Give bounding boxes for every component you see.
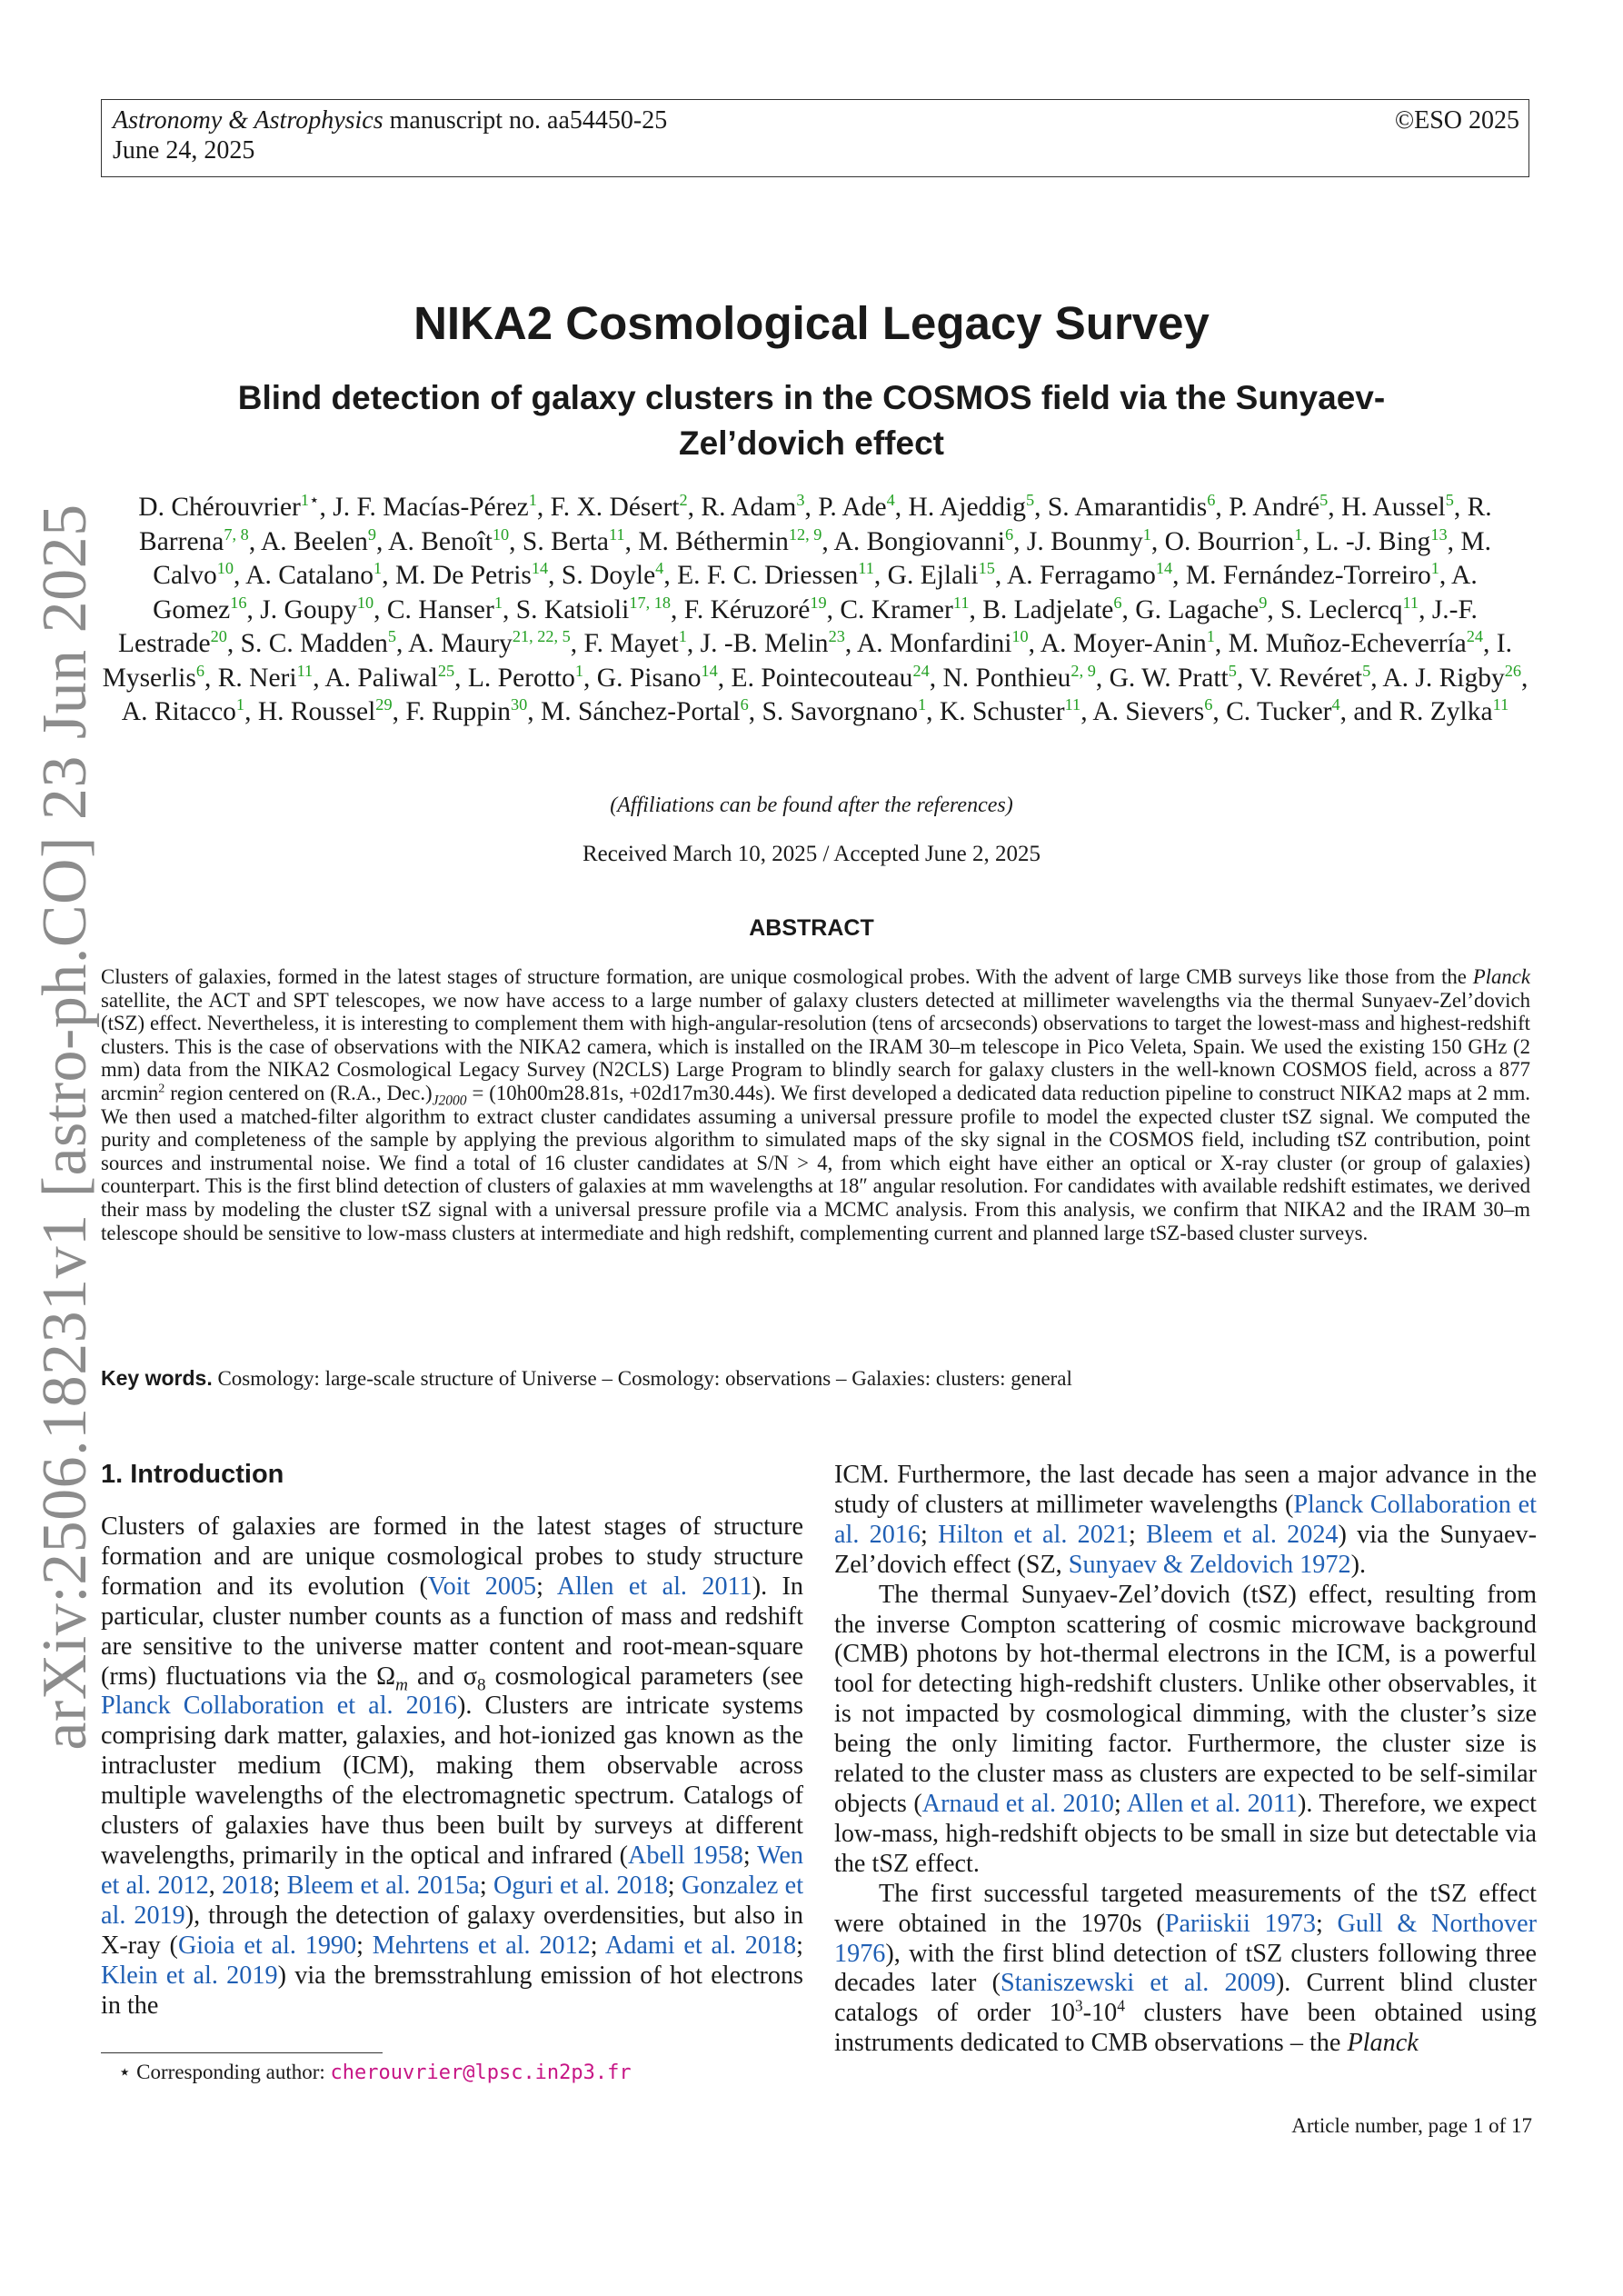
affiliation-marker[interactable]: 5 <box>1362 661 1371 680</box>
author <box>541 697 749 726</box>
text-run: Planck <box>1472 965 1530 988</box>
affiliation-marker[interactable]: 2 <box>679 491 688 510</box>
text-run: ). In particular, cluster number counts as a function of mass and redshift are sensitive to the universe matter content and root-mean-square (rms) fluctuations via the Ω <box>101 1572 803 1691</box>
affiliation-marker[interactable]: 1 <box>493 593 503 612</box>
affiliation-marker[interactable]: 1 <box>373 559 383 578</box>
author <box>1229 629 1483 658</box>
author-name: H. Aussel <box>1341 493 1446 522</box>
text-run: ). <box>1350 1550 1366 1579</box>
author <box>467 661 584 693</box>
text-run: ; <box>921 1520 939 1549</box>
author <box>1048 493 1216 522</box>
text-run: ; <box>590 1931 605 1960</box>
affiliation-marker[interactable]: 30 <box>511 695 528 714</box>
author <box>122 697 244 726</box>
author <box>1316 524 1448 556</box>
text-run: ; <box>1113 1789 1127 1818</box>
author <box>982 595 1121 624</box>
author-email-link[interactable]: cherouvrier@lpsc.in2p3.fr <box>330 2061 632 2084</box>
citation-link[interactable]: Abell 1958 <box>628 1841 743 1870</box>
affiliation-marker[interactable]: 5 <box>1025 491 1035 510</box>
author-name: A. Sievers <box>1092 697 1205 726</box>
citation-link[interactable]: Gonzalez et al. 2019 <box>101 1871 804 1930</box>
author-name: H. Roussel <box>257 697 376 726</box>
author-name: A. Ritacco <box>121 697 236 726</box>
author <box>833 524 1014 556</box>
text-run: ). Current blind cluster catalogs of order 10 <box>834 1969 1537 2028</box>
author-name: J. F. Macías-Pérez <box>333 493 529 522</box>
affiliation-marker[interactable]: 4 <box>655 559 664 578</box>
citation-link[interactable]: Arnaud et al. 2010 <box>921 1789 1114 1818</box>
author-list: D. Chérouvrier$^{1⋆}$, J. F. Macías-Pérez$^1$, F. X. Désert$^2$, R. Adam$^3$, P. Ade$^4$, H. Ajeddig$^5$, S. Amarantidis$^6$, P. André$^5$, H. Aussel$^5$, R. Barrena$^{7, 8}$, A. Beelen$^9$, A. Benoît$^{10}$, S. Berta$^{11}$, M. Béthermin$^{12, 9}$, A. Bongiovanni$^6$, J. Bounmy$^1$, O. Bourrion$^1$, L. -J. Bing$^{13}$, M. Calvo$^{10}$, A. Catalano$^1$, M. De Petris$^{14}$, S. Doyle$^4$, E. F. C. Driessen$^{11}$, G. Ejlali$^{15}$, A. Ferragamo$^{14}$, M. Fernández-Torreiro$^1$, A. Gomez$^{16}$, J. Goupy$^{10}$, C. Hanser$^1$, S. Katsioli$^{17, 18}$, F. Kéruzoré$^{19}$, C. Kramer$^{11}$, B. Ladjelate$^6$, G. Lagache$^9$, S. Leclercq$^{11}$, J.-F. Lestrade$^{20}$, S. C. Madden$^5$, A. Maury$^{21, 22, 5}$, F. Mayet$^1$, J. -B. Melin$^{23}$, A. Monfardini$^{10}$, A. Moyer-Anin$^1$, M. Muñoz-Echeverría$^{24}$, I. Myserlis$^6$, R. Neri$^{11}$, A. Paliwal$^{25}$, L. Perotto$^1$, G. Pisano$^{14}$, E. Pointecouteau$^{24}$, N. Ponthieu$^{2, 9}$, G. W. Pratt$^5$, V. Revéret$^5$, A. J. Rigby$^{26}$, A. Ritacco$^1$, H. Roussel$^{29}$, F. Ruppin$^{30}$, M. Sánchez-Portal$^6$, S. Savorgnano$^1$, K. Schuster$^{11}$, A. Sievers$^6$, C. Tucker$^4$, and R. Zylka$^{11}$ <box>102 491 1528 726</box>
author-name: L. Perotto <box>467 663 575 693</box>
affiliation-marker[interactable]: 11 <box>1492 695 1509 714</box>
citation-link[interactable]: Klein et al. 2019 <box>101 1961 278 1990</box>
author <box>245 561 382 590</box>
affiliation-marker[interactable]: 6 <box>1005 524 1014 544</box>
author-name: R. Adam <box>701 493 797 522</box>
text-run: ; <box>742 1841 758 1870</box>
body-paragraph <box>834 1461 1537 1581</box>
affiliation-marker[interactable]: 5 <box>387 627 396 646</box>
affiliation-marker[interactable]: 14 <box>701 661 718 680</box>
affiliation-marker[interactable]: 6 <box>740 695 749 714</box>
affiliation-marker[interactable]: 1 <box>1430 559 1439 578</box>
author-name: S. Katsioli <box>515 594 630 624</box>
body-paragraph <box>101 1512 803 2021</box>
affiliation-marker[interactable]: 10 <box>1011 627 1029 646</box>
affiliation-marker[interactable]: 6 <box>1204 695 1213 714</box>
citation-link[interactable]: Gull & Northover 1976 <box>834 1909 1537 1968</box>
text-run: ; <box>536 1572 557 1601</box>
author <box>138 493 319 522</box>
citation-link[interactable]: Wen et al. 2012 <box>101 1841 804 1900</box>
citation-link[interactable]: Pariiskii 1973 <box>1164 1909 1316 1938</box>
author <box>1341 493 1454 522</box>
text-run: The first successful targeted measurements of the tSZ effect were obtained in the 1970s ( <box>834 1879 1537 1938</box>
text-run: J2000 <box>432 1093 467 1109</box>
affiliation-marker[interactable]: 1 <box>1294 524 1303 544</box>
citation-link[interactable]: Sunyaev & Zeldovich 1972 <box>1068 1550 1351 1579</box>
abstract-heading: ABSTRACT <box>749 915 874 941</box>
text-run: ; <box>356 1931 373 1960</box>
affiliation-marker[interactable]: 9 <box>1259 593 1268 612</box>
text-run: 3 <box>1074 1996 1083 2015</box>
author <box>638 524 822 556</box>
citation-link[interactable]: Oguri et al. 2018 <box>493 1871 668 1900</box>
citation-link[interactable]: Allen et al. 2011 <box>1126 1789 1298 1818</box>
author <box>1109 661 1237 693</box>
citation-link[interactable]: Planck Collaboration et al. 2016 <box>101 1692 457 1721</box>
citation-link[interactable]: Planck Collaboration et al. 2016 <box>834 1490 1537 1549</box>
author <box>818 493 895 522</box>
affiliation-marker[interactable]: 7, 8 <box>224 524 249 544</box>
text-run: ; <box>479 1871 493 1900</box>
affiliation-marker[interactable]: 1 <box>678 627 687 646</box>
author <box>324 661 455 693</box>
affiliation-marker[interactable]: 1 <box>1206 627 1215 646</box>
journal-header <box>101 99 1529 177</box>
author-name: E. Pointecouteau <box>731 663 913 693</box>
text-run: ; <box>796 1931 803 1960</box>
text-run: ; <box>1315 1909 1338 1938</box>
affiliation-marker[interactable]: 4 <box>886 491 895 510</box>
body-paragraph <box>834 1581 1537 1880</box>
corresponding-author-marker: ⋆ <box>309 491 320 510</box>
author <box>677 561 874 590</box>
author-name: P. André <box>1229 493 1320 522</box>
author-name: M. Fernández-Torreiro <box>1185 561 1431 590</box>
author-name: M. Sánchez-Portal <box>541 697 741 726</box>
author-name: A. Benoît <box>388 526 493 556</box>
header-date: June 24, 2025 <box>113 136 255 165</box>
author <box>1280 595 1419 624</box>
affiliation-marker[interactable]: 1 <box>235 695 245 714</box>
affiliation-marker[interactable]: 11 <box>608 524 625 544</box>
text-run: clusters have been obtained using instruments dedicated to CMB observations – the <box>834 1999 1537 2058</box>
author-name: F. Mayet <box>583 629 679 658</box>
affiliation-marker[interactable]: 11 <box>296 661 314 680</box>
author-name: J.-F. Lestrade <box>118 594 1478 658</box>
author-name: A. Moyer-Anin <box>1040 629 1207 658</box>
author-name: P. Ade <box>818 493 887 522</box>
author-name: S. Doyle <box>561 561 656 590</box>
text-run: 4 <box>1117 1996 1125 2015</box>
author <box>1041 629 1215 658</box>
author-name: M. Calvo <box>153 526 1491 590</box>
author-name: J. Goupy <box>260 594 357 624</box>
author <box>388 524 510 556</box>
keywords <box>101 1366 1530 1391</box>
text-run: cosmological parameters (see <box>485 1662 803 1691</box>
author-name: A. Catalano <box>245 561 374 590</box>
text-run: 2 <box>158 1081 165 1096</box>
text-run: , <box>208 1871 223 1900</box>
citation-link[interactable]: Adami et al. 2018 <box>604 1931 797 1960</box>
author-name: S. Savorgnano <box>762 697 919 726</box>
author-name: S. C. Madden <box>240 629 388 658</box>
affiliation-marker[interactable]: 10 <box>356 593 374 612</box>
affiliation-marker[interactable]: 26 <box>1504 661 1522 680</box>
author <box>1353 697 1508 726</box>
footnote <box>118 2061 632 2084</box>
author-name: I. Myserlis <box>102 629 1512 693</box>
author-name: J. Bounmy <box>1026 526 1143 556</box>
author-name: R. Zylka <box>1399 697 1493 726</box>
affiliation-marker[interactable]: 1 <box>528 491 537 510</box>
text-run: ICM. Furthermore, the last decade has seen a major advance in the study of clusters at millimeter wavelengths ( <box>834 1461 1537 1519</box>
author-name: B. Ladjelate <box>982 594 1114 624</box>
manuscript-number: manuscript no. aa54450-25 <box>389 106 668 135</box>
affiliation-marker[interactable]: 14 <box>531 559 549 578</box>
text-run: Planck <box>1347 2029 1419 2058</box>
copyright: ©ESO 2025 <box>1394 106 1519 135</box>
author-name: G. Lagache <box>1135 594 1260 624</box>
author-name: A. Bongiovanni <box>833 526 1005 556</box>
author-name: C. Tucker <box>1226 697 1332 726</box>
footnote-text: Corresponding author: <box>136 2061 331 2083</box>
text-run: ; <box>273 1871 287 1900</box>
author <box>258 697 393 726</box>
author-name: F. Ruppin <box>405 697 511 726</box>
author <box>395 561 548 590</box>
affiliation-marker[interactable]: 1 <box>300 491 310 510</box>
citation-link[interactable]: Bleem et al. 2024 <box>1146 1520 1339 1549</box>
author-name: N. Ponthieu <box>942 663 1071 693</box>
affiliation-marker[interactable]: 14 <box>1155 559 1173 578</box>
author-name: A. Ferragamo <box>1007 561 1156 590</box>
citation-link[interactable]: Mehrtens et al. 2012 <box>372 1931 591 1960</box>
affiliation-marker[interactable]: 5 <box>1445 491 1454 510</box>
affiliation-marker[interactable]: 11 <box>1402 593 1419 612</box>
affiliation-marker[interactable]: 12, 9 <box>788 524 822 544</box>
author-name: A. Gomez <box>153 561 1478 624</box>
author <box>1382 661 1522 693</box>
author-name: L. -J. Bing <box>1316 526 1431 556</box>
author-name: H. Ajeddig <box>908 493 1026 522</box>
text-run: Clusters of galaxies are formed in the latest stages of structure formation and are unique cosmological probes to study structure formation and its evolution ( <box>101 1512 803 1601</box>
arxiv-stamp-text: arXiv:2506.18231v1 [astro-ph.CO] 23 Jun 2025 <box>30 504 100 1751</box>
author-name: C. Kramer <box>840 594 953 624</box>
author-name: M. De Petris <box>394 561 532 590</box>
author <box>1229 493 1328 522</box>
author-name: V. Revéret <box>1250 663 1363 693</box>
author-name: G. Ejlali <box>887 561 979 590</box>
author <box>333 493 537 522</box>
author <box>387 595 503 624</box>
author <box>840 595 969 624</box>
text-run: ) via the Sunyaev-Zel’dovich effect (SZ, <box>834 1520 1537 1579</box>
author <box>1135 595 1267 624</box>
citation-link[interactable]: 2018 <box>222 1871 274 1900</box>
affiliation-marker[interactable]: 1 <box>918 695 927 714</box>
author <box>1226 697 1340 726</box>
author-name: G. Pisano <box>596 663 702 693</box>
author <box>551 493 688 522</box>
citation-link[interactable]: Gioia et al. 1990 <box>177 1931 357 1960</box>
author <box>701 629 845 658</box>
author-name: R. Neri <box>217 663 297 693</box>
author-separator: and <box>1353 697 1399 726</box>
author <box>701 493 804 522</box>
author-name: F. Kéruzoré <box>683 594 811 624</box>
author <box>516 595 671 624</box>
text-run: The thermal Sunyaev-Zel’dovich (tSZ) effect, resulting from the inverse Compton scattering of cosmic microwave background (CMB) photons by hot-thermal electrons in the ICM, is a powerful tool for detecting high-redshift clusters. Unlike other observables, it is not impacted by cosmological dimming, with the cluster’s size being the only limiting factor. Furthermore, the cluster size is related to the cluster mass as clusters are expected to be self-similar objects ( <box>834 1580 1537 1818</box>
text-run: and σ <box>407 1662 477 1691</box>
author <box>762 697 926 726</box>
journal-name: Astronomy & Astrophysics <box>113 106 383 135</box>
affiliation-marker[interactable]: 1 <box>574 661 584 680</box>
affiliation-marker[interactable]: 23 <box>828 627 845 646</box>
text-run: ; <box>667 1871 682 1900</box>
author <box>260 595 373 624</box>
affiliation-marker[interactable]: 6 <box>195 661 204 680</box>
author-name: C. Hanser <box>386 594 494 624</box>
author-name: M. Béthermin <box>638 526 789 556</box>
affiliation-marker[interactable]: 6 <box>1113 593 1122 612</box>
author-name: S. Amarantidis <box>1047 493 1208 522</box>
citation-link[interactable]: Hilton et al. 2021 <box>938 1520 1129 1549</box>
affiliation-marker[interactable]: 21, 22, 5 <box>512 627 571 646</box>
author-name: A. Maury <box>408 629 513 658</box>
text-run: -10 <box>1082 1999 1118 2028</box>
left-column <box>101 1460 803 2021</box>
text-run: ). Therefore, we expect low-mass, high-redshift objects to be small in size but detectable via the tSZ effect. <box>834 1789 1537 1878</box>
citation-link[interactable]: Staniszewski et al. 2009 <box>1001 1969 1276 1998</box>
author-name: R. Barrena <box>139 493 1492 556</box>
affiliation-marker[interactable]: 20 <box>210 627 227 646</box>
section-heading-introduction: 1. Introduction <box>101 1460 284 1489</box>
author-name: K. Schuster <box>939 697 1065 726</box>
author-name: S. Leclercq <box>1280 594 1403 624</box>
author-name: S. Berta <box>522 526 609 556</box>
author <box>1186 561 1439 590</box>
author <box>562 561 663 590</box>
author <box>596 661 718 693</box>
text-run: 8 <box>476 1675 486 1695</box>
author <box>241 629 396 658</box>
keywords-label: Key words. <box>101 1366 213 1390</box>
author <box>584 629 687 658</box>
header-left <box>113 105 1519 165</box>
author-name: A. Monfardini <box>856 629 1012 658</box>
author-name: F. X. Désert <box>550 493 680 522</box>
author <box>1092 697 1212 726</box>
author <box>942 661 1096 693</box>
body-paragraph <box>834 1880 1537 2059</box>
text-run: ) via the bremsstrahlung emission of hot electrons in the <box>101 1961 804 2020</box>
footnote-divider <box>101 2052 383 2053</box>
affiliation-marker[interactable]: 10 <box>492 524 510 544</box>
affiliation-marker[interactable]: 4 <box>1331 695 1340 714</box>
author-name: A. Beelen <box>260 526 368 556</box>
affiliation-marker[interactable]: 16 <box>230 593 247 612</box>
text-run: ), with the first blind detection of tSZ clusters following three decades later ( <box>834 1939 1537 1998</box>
author <box>888 561 995 590</box>
text-run: ), through the detection of galaxy overdensities, but also in X-ray ( <box>101 1901 804 1960</box>
affiliation-marker[interactable]: 19 <box>810 593 827 612</box>
author-name: O. Bourrion <box>1164 526 1295 556</box>
affiliations-note: (Affiliations can be found after the references) <box>610 794 1013 817</box>
affiliation-marker[interactable]: 11 <box>1064 695 1081 714</box>
author-name: A. J. Rigby <box>1382 663 1505 693</box>
affiliation-marker[interactable]: 24 <box>912 661 930 680</box>
received-accepted-dates: Received March 10, 2025 / Accepted June 2, 2025 <box>582 842 1041 866</box>
author-name: A. Paliwal <box>324 663 438 693</box>
author <box>909 493 1035 522</box>
text-run: Clusters of galaxies, formed in the latest stages of structure formation, are unique cosmological probes. With the advent of large CMB surveys like those from the <box>101 965 1473 988</box>
author-name: E. F. C. Driessen <box>677 561 859 590</box>
text-run: ; <box>1129 1520 1147 1549</box>
author <box>408 629 571 658</box>
affiliation-marker[interactable]: 15 <box>978 559 995 578</box>
author <box>1007 561 1172 590</box>
affiliation-marker[interactable]: 5 <box>1228 661 1237 680</box>
author-name: J. -B. Melin <box>700 629 829 658</box>
author <box>857 629 1029 658</box>
page-footer: Article number, page 1 of 17 <box>1291 2114 1532 2137</box>
right-column <box>834 1461 1537 2059</box>
affiliation-marker[interactable]: 11 <box>952 593 970 612</box>
text-run: = (10h00m28.81s, +02d17m30.44s). We first developed a dedicated data reduction pipeline to construct NIKA2 maps at 2 mm. We then used a matched-filter algorithm to extract cluster candidates assuming a universal pressure profile to model the expected cluster tSZ signal. We computed the purity and completeness of the sample by applying the previous algorithm to simulated maps of the sky signal in the COSMOS field, including tSZ contribution, point sources and instrumental noise. We find a total of 16 cluster candidates at S/N > 4, from which eight have either an optical or X-ray cluster (or group of galaxies) counterpart. This is the first blind detection of clusters of galaxies at mm wavelengths at 18″ angular resolution. For candidates with available redshift estimates, we derived their mass by modeling the cluster tSZ signal with a universal pressure profile via a MCMC analysis. From this analysis, we confirm that NIKA2 and the IRAM 30–m telescope should be sensitive to low-mass clusters at intermediate and high redshift, complementing current and planned large tSZ-based cluster surveys. <box>101 1081 1530 1244</box>
author <box>522 524 625 556</box>
affiliation-marker[interactable]: 1 <box>1142 524 1151 544</box>
paper-subtitle: Blind detection of galaxy clusters in the COSMOS field via the Sunyaev-Zel’dovich effect <box>237 379 1386 462</box>
citation-link[interactable]: Allen et al. 2011 <box>556 1572 752 1601</box>
affiliation-marker[interactable]: 5 <box>1319 491 1329 510</box>
author <box>1164 524 1303 556</box>
citation-link[interactable]: Bleem et al. 2015a <box>286 1871 480 1900</box>
affiliation-marker[interactable]: 24 <box>1466 627 1484 646</box>
author-name: G. W. Pratt <box>1109 663 1229 693</box>
footnote-marker: ⋆ <box>118 2061 132 2083</box>
author-name: M. Muñoz-Echeverría <box>1228 629 1467 658</box>
author <box>684 595 827 624</box>
text-run: satellite, the ACT and SPT telescopes, we now have access to a large number of galaxy clusters detected at millimeter wavelengths via the thermal Sunyaev-Zel’dovich (tSZ) effect. Nevertheless, it is interesting to complement them with high-angular-resolution (tens of arcseconds) observations to target the lowest-mass and highest-redshift clusters. This is the case of observations with the NIKA2 camera, which is installed on the IRAM 30–m telescope in Pico Veleta, Spain. We used the existing 150 GHz (2 mm) data from the NIKA2 Cosmological Legacy Survey (N2CLS) Large Program to blindly search for galaxy clusters in the well-known COSMOS field, across a 877 arcmin <box>101 988 1530 1104</box>
affiliation-marker[interactable]: 2, 9 <box>1070 661 1096 680</box>
citation-link[interactable]: Voit 2005 <box>427 1572 537 1601</box>
affiliation-marker[interactable]: 13 <box>1430 524 1448 544</box>
author-name: D. Chérouvrier <box>138 493 301 522</box>
affiliation-marker[interactable]: 6 <box>1207 491 1216 510</box>
text-run: ). Clusters are intricate systems comprising dark matter, galaxies, and hot-ionized gas known as the intracluster medium (ICM), making them observable across multiple wavelengths of the electromagnetic spectrum. Catalogs of clusters of galaxies have thus been built by surveys at different wavelengths, primarily in the optical and infrared ( <box>101 1692 803 1870</box>
keywords-text: Cosmology: large-scale structure of Universe – Cosmology: observations – Galaxies: clusters: general <box>217 1367 1072 1390</box>
author <box>940 697 1080 726</box>
affiliation-marker[interactable]: 17, 18 <box>629 593 672 612</box>
affiliation-marker[interactable]: 3 <box>796 491 805 510</box>
affiliation-marker[interactable]: 25 <box>437 661 455 680</box>
paper-title: NIKA2 Cosmological Legacy Survey <box>413 297 1210 349</box>
affiliation-marker[interactable]: 9 <box>367 524 377 544</box>
author <box>731 661 930 693</box>
affiliation-marker[interactable]: 29 <box>375 695 393 714</box>
author <box>405 697 527 726</box>
affiliation-marker[interactable]: 10 <box>216 559 234 578</box>
abstract-body <box>101 965 1530 1244</box>
text-run: m <box>395 1675 408 1695</box>
affiliation-marker[interactable]: 11 <box>858 559 874 578</box>
text-run: region centered on (R.A., Dec.) <box>164 1081 433 1104</box>
author <box>260 524 377 556</box>
author <box>1250 661 1371 693</box>
author <box>217 661 314 693</box>
author <box>1026 524 1151 556</box>
